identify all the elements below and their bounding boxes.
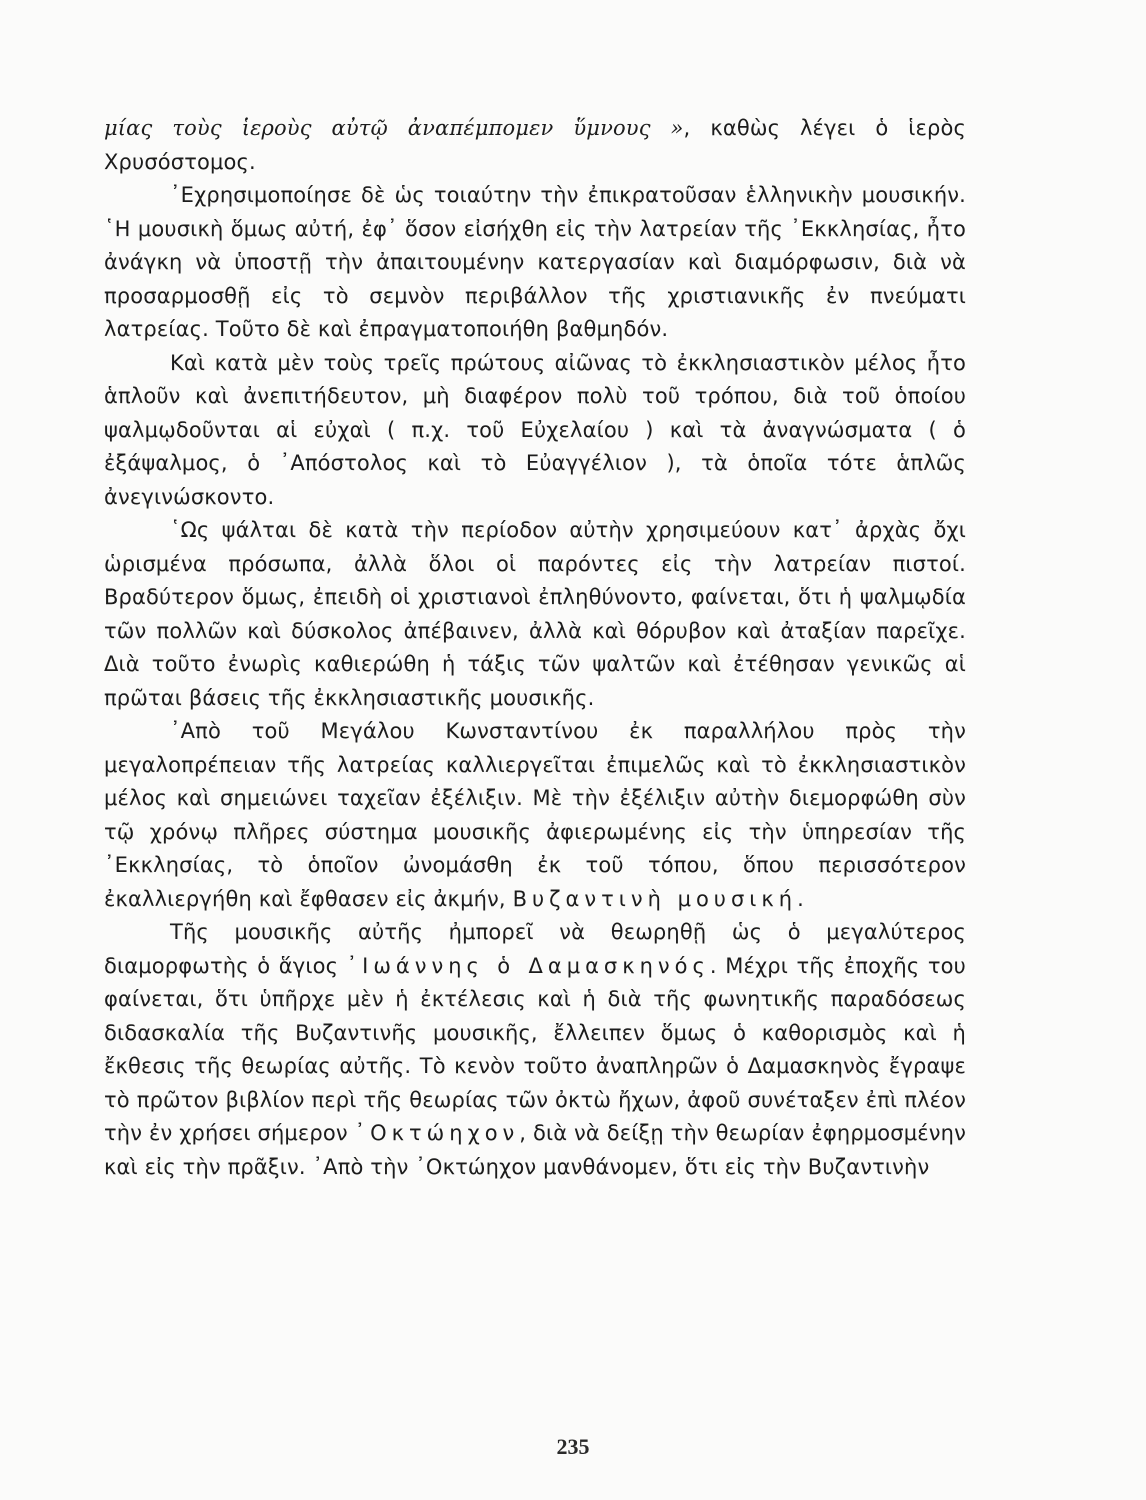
paragraph-3 [104, 347, 966, 515]
text-run: ᾿Απὸ τοῦ Μεγάλου Κωνσταντίνου ἐκ παραλλήλου πρὸς τὴν μεγαλοπρέπειαν τῆς λατρείας καλλιεργεῖται ἐπιμελῶς καὶ τὸ ἐκκλησιαστικὸν μέλος καὶ σημειώνει ταχεῖαν ἐξέλιξιν. Μὲ τὴν ἐξέλιξιν αὐτὴν διεμορφώθη σὺν τῷ χρόνῳ πλῆρες σύστημα μουσικῆς ἀφιερωμένης εἰς τὴν ὑπηρεσίαν τῆς ᾿Εκκλησίας, τὸ ὁποῖον ὠνομάσθη ἐκ τοῦ τόπου, ὅπου περισσότερον ἐκαλλιεργήθη καὶ ἔφθασεν εἰς ἀκμήν, [104, 719, 966, 911]
text-run: . Μέχρι τῆς ἐποχῆς του φαίνεται, ὅτι ὑπῆρχε μὲν ἡ ἐκτέλεσις καὶ ἡ διὰ τῆς φωνητικῆς παραδόσεως διδασκαλία τῆς Βυζαντινῆς μουσικῆς, ἔλλειπεν ὅμως ὁ καθορισμὸς καὶ ἡ ἔκθεσις τῆς θεωρίας αὐτῆς. Τὸ κενὸν τοῦτο ἀναπληρῶν ὁ Δαμασκηνὸς ἔγραψε τὸ πρῶτον βιβλίον περὶ τῆς θεωρίας τῶν ὀκτὼ ἤχων, ἀφοῦ συνέταξεν ἐπὶ πλέον τὴν ἐν χρήσει σήμερον [104, 953, 966, 1145]
emphasized-term: Βυζαντινὴ μουσική [512, 886, 798, 911]
emphasized-term: ᾿Οκτώηχον [354, 1121, 520, 1145]
paragraph-6 [104, 916, 966, 1184]
text-run: Καὶ κατὰ μὲν τοὺς τρεῖς πρώτους αἰῶνας τὸ ἐκκλησιαστικὸν μέλος ἦτο ἁπλοῦν καὶ ἀνεπιτήδευτον, μὴ διαφέρον πολὺ τοῦ τρόπου, διὰ τοῦ ὁποίου ψαλμῳδοῦνται αἱ εὐχαὶ ( π.χ. τοῦ Εὐχελαίου ) καὶ τὰ ἀναγνώσματα ( ὁ ἐξάψαλμος, ὁ ᾿Απόστολος καὶ τὸ Εὐαγγέλιον ), τὰ ὁποῖα τότε ἁπλῶς ἀνεγινώσκοντο. [104, 350, 966, 509]
text-run: ῾Ως ψάλται δὲ κατὰ τὴν περίοδον αὐτὴν χρησιμεύουν κατ᾿ ἀρχὰς ὄχι ὡρισμένα πρόσωπα, ἀλλὰ ὅλοι οἱ παρόντες εἰς τὴν λατρείαν πιστοί. Βραδύτερον ὅμως, ἐπειδὴ οἱ χριστιανοὶ ἐπληθύνοντο, φαίνεται, ὅτι ἡ ψαλμῳδία τῶν πολλῶν καὶ δύσκολος ἀπέβαινεν, ἀλλὰ καὶ θόρυβον καὶ ἀταξίαν παρεῖχε. Διὰ τοῦτο ἐνωρὶς καθιερώθη ἡ τάξις τῶν ψαλτῶν καὶ ἐτέθησαν γενικῶς αἱ πρῶται βάσεις τῆς ἐκκλησιαστικῆς μουσικῆς. [104, 518, 966, 710]
page-number: 235 [556, 1434, 590, 1459]
paragraph-2 [104, 179, 966, 347]
body-text [104, 112, 966, 1184]
text-run: , διὰ νὰ δείξῃ τὴν θεωρίαν ἐφηρμοσμένην καὶ εἰς τὴν πρᾶξιν. ᾿Απὸ τὴν ᾿Οκτώηχον μανθάνομεν, ὅτι εἰς τὴν Βυζαντινὴν [104, 1121, 966, 1179]
paragraph-5 [104, 715, 966, 916]
text-run: Τῆς μουσικῆς αὐτῆς ἠμπορεῖ νὰ θεωρηθῇ ὡς ὁ μεγαλύτερος διαμορφωτὴς ὁ ἅγιος [104, 920, 966, 978]
paragraph-4 [104, 514, 966, 715]
text-run: ᾿Εχρησιμοποίησε δὲ ὡς τοιαύτην τὴν ἐπικρατοῦσαν ἑλληνικὴν μουσικήν. ῾Η μουσικὴ ὅμως αὐτή, ἐφ᾿ ὅσον εἰσήχθη εἰς τὴν λατρείαν τῆς ᾿Εκκλησίας, ἦτο ἀνάγκη νὰ ὑποστῇ τὴν ἀπαιτουμένην κατεργασίαν καὶ διαμόρφωσιν, διὰ νὰ προσαρμοσθῇ εἰς τὸ σεμνὸν περιβάλλον τῆς χριστιανικῆς ἐν πνεύματι λατρείας. Τοῦτο δὲ καὶ ἐπραγματοποιήθη βαθμηδόν. [104, 183, 966, 341]
text-run: . [797, 886, 804, 911]
paragraph-1 [104, 112, 966, 179]
emphasized-name: ᾿Ιωάννης ὁ Δαμασκηνός [346, 953, 710, 978]
quoted-phrase: μίας τοὺς ἱεροὺς αὐτῷ ἀναπέμπομεν ὕμνους » [104, 116, 684, 140]
text-run: , καθὼς λέγει ὁ ἱερὸς Χρυσόστομος. [104, 116, 966, 174]
